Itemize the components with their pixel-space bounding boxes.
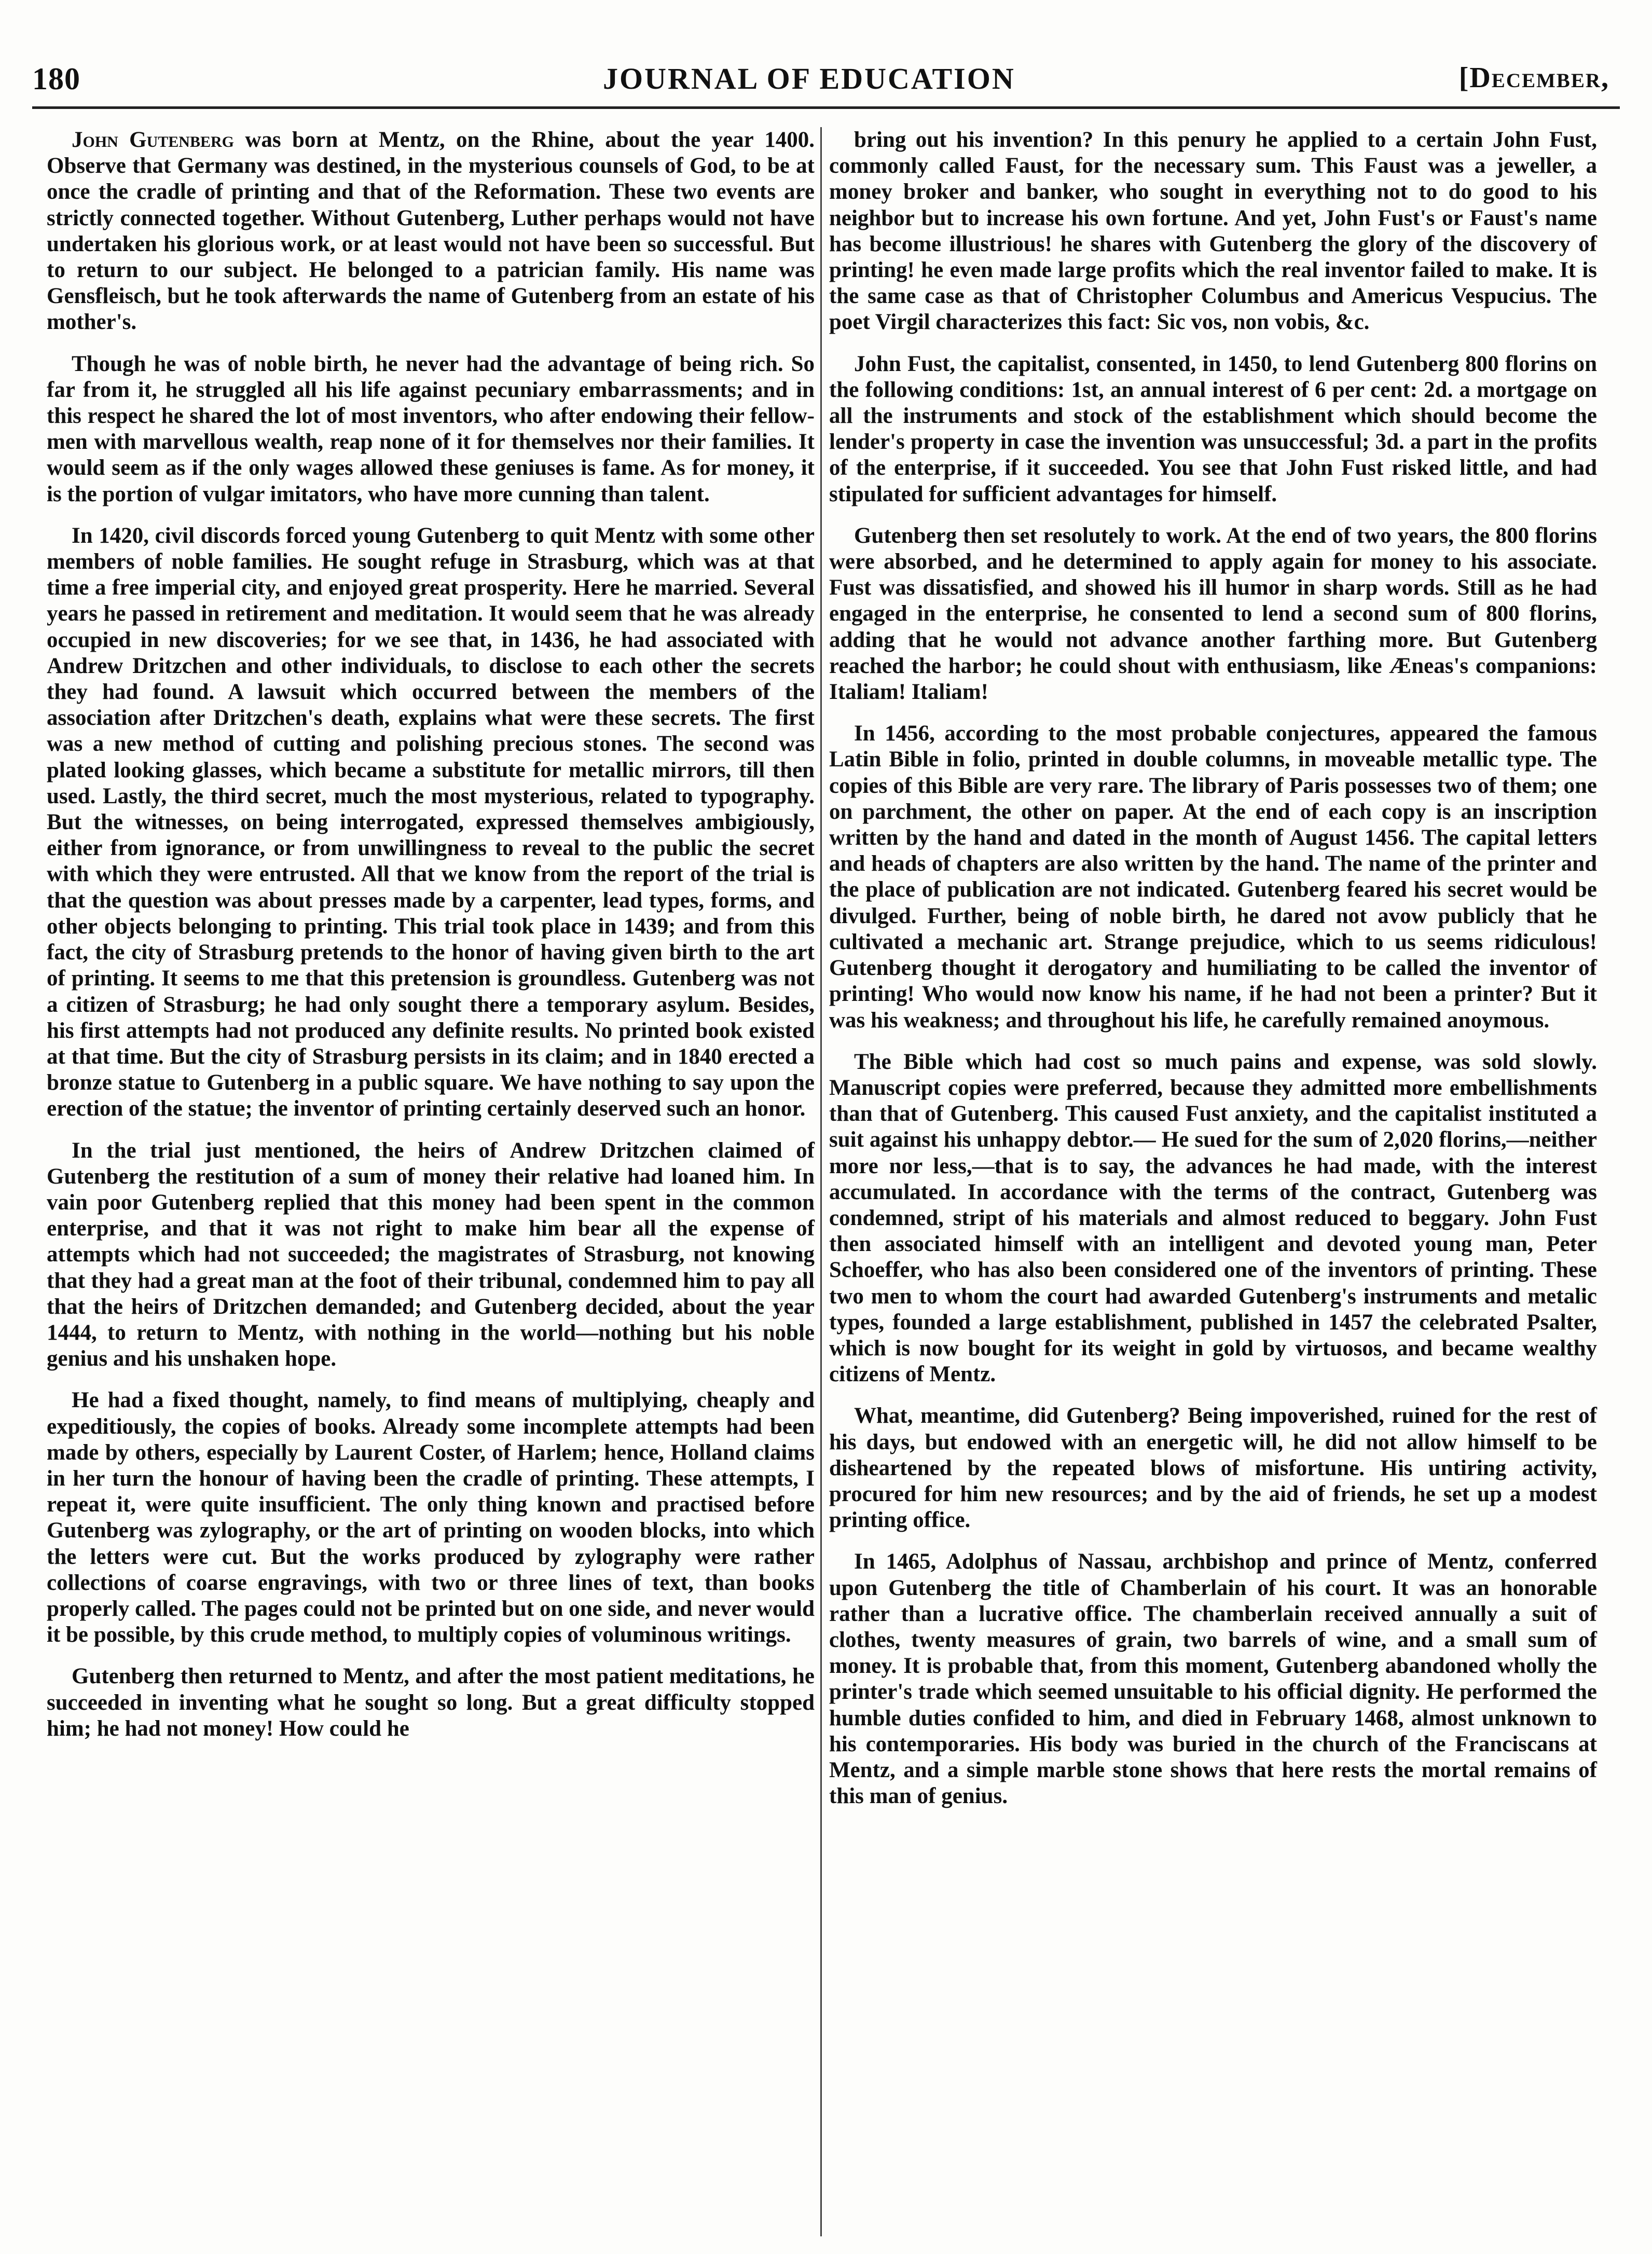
right-column [829,127,1597,1825]
left-column [47,127,815,1757]
paragraph: Gutenberg then returned to Mentz, and after the most patient meditations, he succeeded in inventing what he sought so long. But a great difficulty stopped him; he had not money! How could he [47,1664,815,1741]
paragraph-text: was born at Mentz, on the Rhine, about the year 1400. Observe that Germany was destined, in the mysterious counsels of God, to be at once the cradle of printing and that of the Reformation. These two events are strictly connected together. Without Gutenberg, Luther perhaps would not have undertaken his glorious work, or at least would not have been so successful. But to return to our subject. He belonged to a patrician family. His name was Gensfleisch, but he took afterwards the name of Gutenberg from an estate of his mother's. [47,128,815,335]
paragraph: Though he was of noble birth, he never had the advantage of being rich. So far from it, he struggled all his life against pecuniary embarrassments; and in this respect he shared the lot of most inventors, who after endowing their fellow-men with marvellous wealth, reap none of it for themselves nor their families. It would seem as if the only wages allowed these geniuses is fame. As for money, it is the portion of vulgar imitators, who have more cunning than talent. [47,351,815,506]
column-divider [820,127,822,2236]
page-number: 180 [32,62,80,96]
paragraph [47,127,815,336]
paragraph: In the trial just mentioned, the heirs of Andrew Dritzchen claimed of Gutenberg the restitution of a sum of money their relative had loaned him. In vain poor Gutenberg replied that this money had been spent in the common enterprise, and that it was not right to make him bear all the expense of attempts which had not succeeded; the magistrates of Strasburg, not knowing that they had a great man at the foot of their tribunal, condemned him to pay all that the heirs of Dritzchen demanded; and Gutenberg decided, about the year 1444, to return to Mentz, with nothing in the world—nothing but his noble genius and his unshaken hope. [47,1138,815,1371]
running-title: JOURNAL OF EDUCATION [603,62,1015,95]
paragraph: In 1420, civil discords forced young Gutenberg to quit Mentz with some other members of noble families. He sought refuge in Strasburg, which was at that time a free imperial city, and enjoyed great prosperity. Here he married. Several years he passed in retirement and meditation. It would seem that he was already occupied in new discoveries; for we see that, in 1436, he had associated with Andrew Dritzchen and other individuals, to disclose to each other the secrets they had found. A lawsuit which occurred between the members of the association after Dritzchen's death, explains what were these secrets. The first was a new method of cutting and polishing precious stones. The second was plated looking glasses, which became a substitute for metallic mirrors, till then used. Lastly, the third secret, much the most mysterious, related to typography. But the witnesses, on being interrogated, expressed themselves ambigiously, either from ignorance, or from unwillingness to reveal to the public the secret with which they were entrusted. All that we know from the report of the trial is that the question was about presses made by a carpenter, lead types, forms, and other objects belonging to printing. This trial took place in 1439; and from this fact, the city of Strasburg pretends to the honor of having given birth to the art of printing. It seems to me that this pretension is groundless. Gutenberg was not a citizen of Strasburg; he had only sought there a temporary asylum. Besides, his first attempts had not produced any definite results. No printed book existed at that time. But the city of Strasburg persists in its claim; and in 1840 erected a bronze statue to Gutenberg in a public square. We have nothing to say upon the erection of the statue; the inventor of printing certainly deserved such an honor. [47,523,815,1121]
paragraph: In 1456, according to the most probable conjectures, appeared the famous Latin Bible in folio, printed in double columns, in moveable metallic type. The copies of this Bible are very rare. The library of Paris possesses two of them; one on parchment, the other on paper. At the end of each copy is an inscription written by the hand and dated in the month of August 1456. The capital letters and heads of chapters are also written by the hand. The name of the printer and the place of publication are not indicated. Gutenberg feared his secret would be divulged. Further, being of noble birth, he dared not avow publicly that he cultivated a mechanic art. Strange prejudice, which to us seems ridiculous! Gutenberg thought it derogatory and humiliating to be called the inventor of printing! Who would now know his name, if he had not been a printer? But it was his weakness; and throughout his life, he carefully remained anoymous. [829,721,1597,1033]
paragraph: What, meantime, did Gutenberg? Being impoverished, ruined for the rest of his days, but endowed with an energetic will, he did not allow himself to be disheartened by the repeated blows of misfortune. His untiring activity, procured for him new resources; and by the aid of friends, he set up a modest printing office. [829,1404,1597,1533]
paragraph: The Bible which had cost so much pains and expense, was sold slowly. Manuscript copies were preferred, because they admitted more embellishments than that of Gutenberg. This caused Fust anxiety, and the capitalist instituted a suit against his unhappy debtor.— He sued for the sum of 2,020 florins,—neither more nor less,—that is to say, the advances he had made, with the interest accumulated. In accordance with the terms of the contract, Gutenberg was condemned, stript of his materials and almost reduced to beggary. John Fust then associated himself with an intelligent and devoted young man, Peter Schoeffer, who has also been considered one of the inventors of printing. These two men to whom the court had awarded Gutenberg's instruments and metalic types, founded a large establishment, published in 1457 the celebrated Psalter, which is now bought for its weight in gold by virtuosos, and became wealthy citizens of Mentz. [829,1049,1597,1387]
page-header [32,61,1609,104]
paragraph: John Fust, the capitalist, consented, in 1450, to lend Gutenberg 800 florins on the following conditions: 1st, an annual interest of 6 per cent: 2d. a mortgage on all the instruments and stock of the establishment which should become the lender's property in case the invention was unsuccessful; 3d. a part in the profits of the enterprise, if it succeeded. You see that John Fust risked little, and had stipulated for sufficient advantages for himself. [829,351,1597,506]
paragraph: He had a fixed thought, namely, to find means of multiplying, cheaply and expeditiously, the copies of books. Already some incomplete attempts had been made by others, especially by Laurent Coster, of Harlem; hence, Holland claims in her turn the honour of having been the cradle of printing. These attempts, I repeat it, were quite insufficient. The only thing known and practised before Gutenberg was zylography, or the art of printing on wooden blocks, into which the letters were cut. But the works produced by zylography were rather collections of coarse engravings, with two or three lines of text, than books properly called. The pages could not be printed but on one side, and never would it be possible, by this crude method, to multiply copies of voluminous writings. [47,1388,815,1647]
header-rule [32,106,1620,109]
paragraph: In 1465, Adolphus of Nassau, archbishop and prince of Mentz, conferred upon Gutenberg the title of Chamberlain of his court. It was an honorable rather than a lucrative office. The chamberlain received annually a suit of clothes, twenty measures of grain, two barrels of wine, and a small sum of money. It is probable that, from this moment, Gutenberg abandoned wholly the printer's trade which seemed unsuitable to his official dignity. He performed the humble duties confided to him, and died in February 1468, almost unknown to his contemporaries. His body was buried in the church of the Franciscans at Mentz, and a simple marble stone shows that here rests the mortal remains of this man of genius. [829,1549,1597,1809]
paragraph: Gutenberg then set resolutely to work. At the end of two years, the 800 florins were absorbed, and he determined to apply again for money to his associate. Fust was dissatisfied, and showed his ill humor in sharp words. Still as he had engaged in the enterprise, he consented to lend a second sum of 800 florins, adding that he would not advance another farthing more. But Gutenberg reached the harbor; he could shout with enthusiasm, like Æneas's companions: Italiam! Italiam! [829,523,1597,705]
running-date: [December, [1458,62,1609,94]
paragraph: bring out his invention? In this penury he applied to a certain John Fust, commonly called Faust, for the necessary sum. This Faust was a jeweller, a money broker and banker, who sought in everything not to do good to his neighbor but to increase his own fortune. And yet, John Fust's or Faust's name has become illustrious! he shares with Gutenberg the glory of the discovery of printing! he even made large profits which the real inventor failed to make. It is the same case as that of Christopher Columbus and Americus Vespucius. The poet Virgil characterizes this fact: Sic vos, non vobis, &c. [829,128,1597,335]
author-name: John Gutenberg [72,128,234,152]
